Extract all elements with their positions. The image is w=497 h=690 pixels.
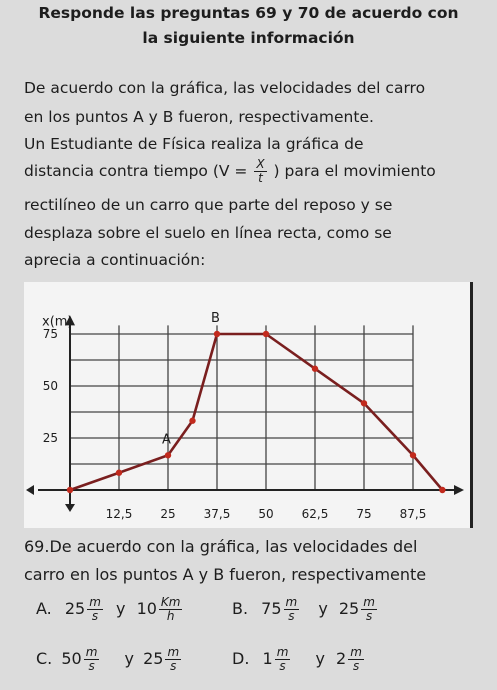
option-a-value-1: 25 (64, 599, 86, 618)
data-point-4 (214, 331, 220, 337)
option-b-value-1: 75 (261, 599, 282, 618)
option-d-value-2: 2 (336, 649, 347, 668)
data-point-2 (165, 452, 171, 458)
x-tick-label-2: 37,5 (203, 507, 231, 521)
option-a-sep: y (116, 599, 126, 618)
option-c[interactable] (36, 646, 183, 673)
option-d-unit-2-num: m (350, 645, 362, 659)
intro-line-4-end: ) para el movimiento (268, 162, 436, 180)
option-d-value-1: 1 (262, 649, 273, 668)
x-tick-label-6: 87,5 (399, 507, 427, 521)
data-point-9 (439, 487, 445, 493)
option-c-value-2: 25 (143, 649, 164, 668)
data-point-6 (312, 366, 318, 372)
option-c-unit-1-den: s (88, 659, 95, 673)
y-axis-arrow-down (65, 504, 75, 512)
y-tick-label-2: 75 (42, 327, 58, 341)
intro-line-2: en los puntos A y B fueron, respectivamente. (24, 108, 374, 126)
x-tick-label-4: 62,5 (301, 507, 329, 521)
option-d-unit-1-den: s (279, 659, 286, 673)
option-b[interactable] (232, 596, 379, 623)
option-b-unit-2-num: m (363, 595, 375, 609)
velocity-fraction (254, 158, 266, 185)
option-b-unit-2 (361, 596, 377, 623)
option-a-unit-2-den: h (166, 609, 175, 623)
option-c-unit-1 (84, 646, 100, 673)
option-d-unit-2 (348, 646, 364, 673)
option-b-unit-2-den: s (365, 609, 373, 623)
option-c-value-1: 50 (61, 649, 82, 668)
intro-line-4 (24, 158, 436, 185)
velocity-denominator: t (258, 171, 263, 185)
y-axis-label: x(m) (42, 314, 73, 330)
velocity-numerator: X (256, 157, 265, 171)
header-line-2: la siguiente información (142, 29, 355, 47)
question-line-2: carro en los puntos A y B fueron, respectivamente (24, 565, 427, 584)
option-a-unit-2 (159, 596, 183, 623)
x-axis-arrow (454, 485, 464, 495)
option-c-unit-2-den: s (170, 659, 177, 673)
header-line-1: Responde las preguntas 69 y 70 de acuerdo con (38, 4, 459, 22)
intro-line-7: aprecia a continuación: (24, 251, 206, 269)
x-tick-label-0: 12,5 (105, 507, 133, 521)
option-d-unit-1 (275, 646, 291, 673)
option-b-unit-1 (284, 596, 300, 623)
option-c-sep: y (124, 649, 134, 668)
data-point-7 (361, 400, 367, 406)
option-b-value-2: 25 (338, 599, 360, 618)
y-tick-label-1: 50 (42, 379, 58, 393)
option-d[interactable] (232, 646, 366, 673)
option-a-unit-1 (87, 596, 103, 623)
option-a-unit-2-num: Km (160, 595, 181, 609)
data-point-5 (263, 331, 269, 337)
data-point-0 (67, 487, 73, 493)
question-line-1: 69.De acuerdo con la gráfica, las velocidades del (24, 537, 418, 556)
x-tick-label-3: 50 (258, 507, 274, 521)
option-a-value-2: 10 (136, 599, 157, 618)
option-d-sep: y (315, 649, 325, 668)
x-tick-label-5: 75 (356, 507, 372, 521)
y-tick-label-0: 25 (42, 431, 58, 445)
option-d-letter: D. (232, 649, 250, 668)
option-b-sep: y (318, 599, 328, 618)
data-point-1 (116, 470, 122, 476)
point-label-b: B (211, 311, 220, 326)
option-b-unit-1-num: m (285, 595, 298, 609)
option-a-letter: A. (36, 599, 52, 618)
option-d-unit-1-num: m (276, 645, 289, 659)
option-b-unit-1-den: s (288, 609, 295, 623)
option-c-unit-2 (165, 646, 181, 673)
intro-line-5: rectilíneo de un carro que parte del reposo y se (24, 196, 393, 214)
intro-line-4-start: distancia contra tiempo (V = (24, 162, 253, 180)
intro-line-6: desplaza sobre el suelo en línea recta, como se (24, 224, 392, 242)
option-d-unit-2-den: s (352, 659, 360, 673)
option-b-letter: B. (232, 599, 249, 618)
intro-line-3: Un Estudiante de Física realiza la gráfica de (24, 135, 364, 153)
option-a-unit-1-den: s (91, 609, 99, 623)
option-a[interactable] (36, 596, 184, 623)
x-tick-label-1: 25 (160, 507, 176, 521)
option-a-unit-1-num: m (89, 595, 101, 609)
point-label-a: A (162, 432, 171, 448)
intro-line-1: De acuerdo con la gráfica, las velocidades del carro (24, 79, 426, 97)
distance-time-chart (0, 282, 472, 528)
x-axis-arrow-left (26, 485, 34, 495)
option-c-unit-1-num: m (85, 645, 98, 659)
data-point-3 (189, 418, 195, 424)
option-c-unit-2-num: m (167, 645, 180, 659)
data-point-8 (410, 452, 416, 458)
option-c-letter: C. (36, 649, 53, 668)
